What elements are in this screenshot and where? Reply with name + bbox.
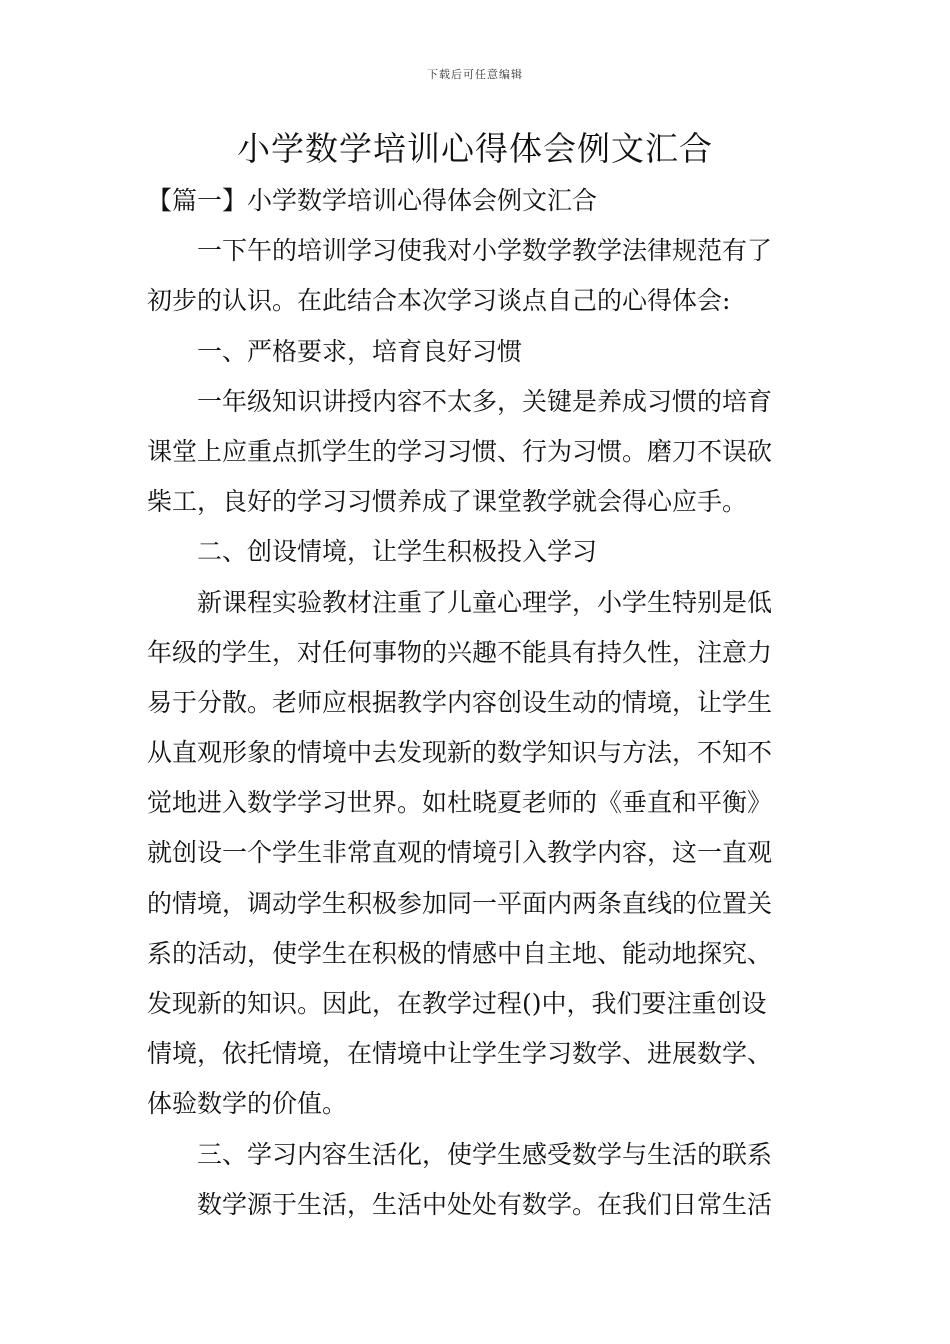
body-text-line: 易于分散。老师应根据教学内容创设生动的情境，让学生 xyxy=(147,687,773,717)
body-text-line: 的情境，调动学生积极参加同一平面内两条直线的位置关 xyxy=(147,888,773,918)
body-text-line: 一、严格要求，培育良好习惯 xyxy=(197,336,523,366)
body-text-line: 新课程实验教材注重了儿童心理学，小学生特别是低 xyxy=(197,587,773,617)
body-text-line: 课堂上应重点抓学生的学习习惯、行为习惯。磨刀不误砍 xyxy=(147,436,773,466)
body-text-line: 年级的学生，对任何事物的兴趣不能具有持久性，注意力 xyxy=(147,637,773,667)
body-text-line: 一年级知识讲授内容不太多，关键是养成习惯的培育 xyxy=(197,386,773,416)
document-body xyxy=(147,176,807,1230)
body-text-line: 柴工，良好的学习习惯养成了课堂教学就会得心应手。 xyxy=(147,487,748,517)
document-title: 小学数学培训心得体会例文汇合 xyxy=(237,129,713,168)
page-header-note: 下载后可任意编辑 xyxy=(427,68,523,81)
body-text-line: 初步的认识。在此结合本次学习谈点自己的心得体会: xyxy=(147,286,731,316)
section-heading-line: 【篇一】小学数学培训心得体会例文汇合 xyxy=(147,186,598,215)
body-text-line: 三、学习内容生活化，使学生感受数学与生活的联系 xyxy=(197,1139,773,1169)
body-text-line: 一下午的培训学习使我对小学数学教学法律规范有了 xyxy=(197,236,773,266)
body-text-line: 系的活动，使学生在积极的情感中自主地、能动地探究、 xyxy=(147,938,773,968)
body-text-line: 数学源于生活，生活中处处有数学。在我们日常生活 xyxy=(197,1189,773,1219)
body-text-line: 情境，依托情境，在情境中让学生学习数学、进展数学、 xyxy=(147,1039,773,1069)
body-text-line: 觉地进入数学学习世界。如杜晓夏老师的《垂直和平衡》 xyxy=(147,788,773,818)
body-text-line: 发现新的知识。因此，在教学过程()中，我们要注重创设 xyxy=(147,989,767,1018)
body-text-line: 从直观形象的情境中去发现新的数学知识与方法，不知不 xyxy=(147,738,773,768)
body-text-line: 体验数学的价值。 xyxy=(147,1089,348,1119)
body-text-line: 就创设一个学生非常直观的情境引入教学内容，这一直观 xyxy=(147,838,773,868)
body-text-line: 二、创设情境，让学生积极投入学习 xyxy=(197,537,598,567)
